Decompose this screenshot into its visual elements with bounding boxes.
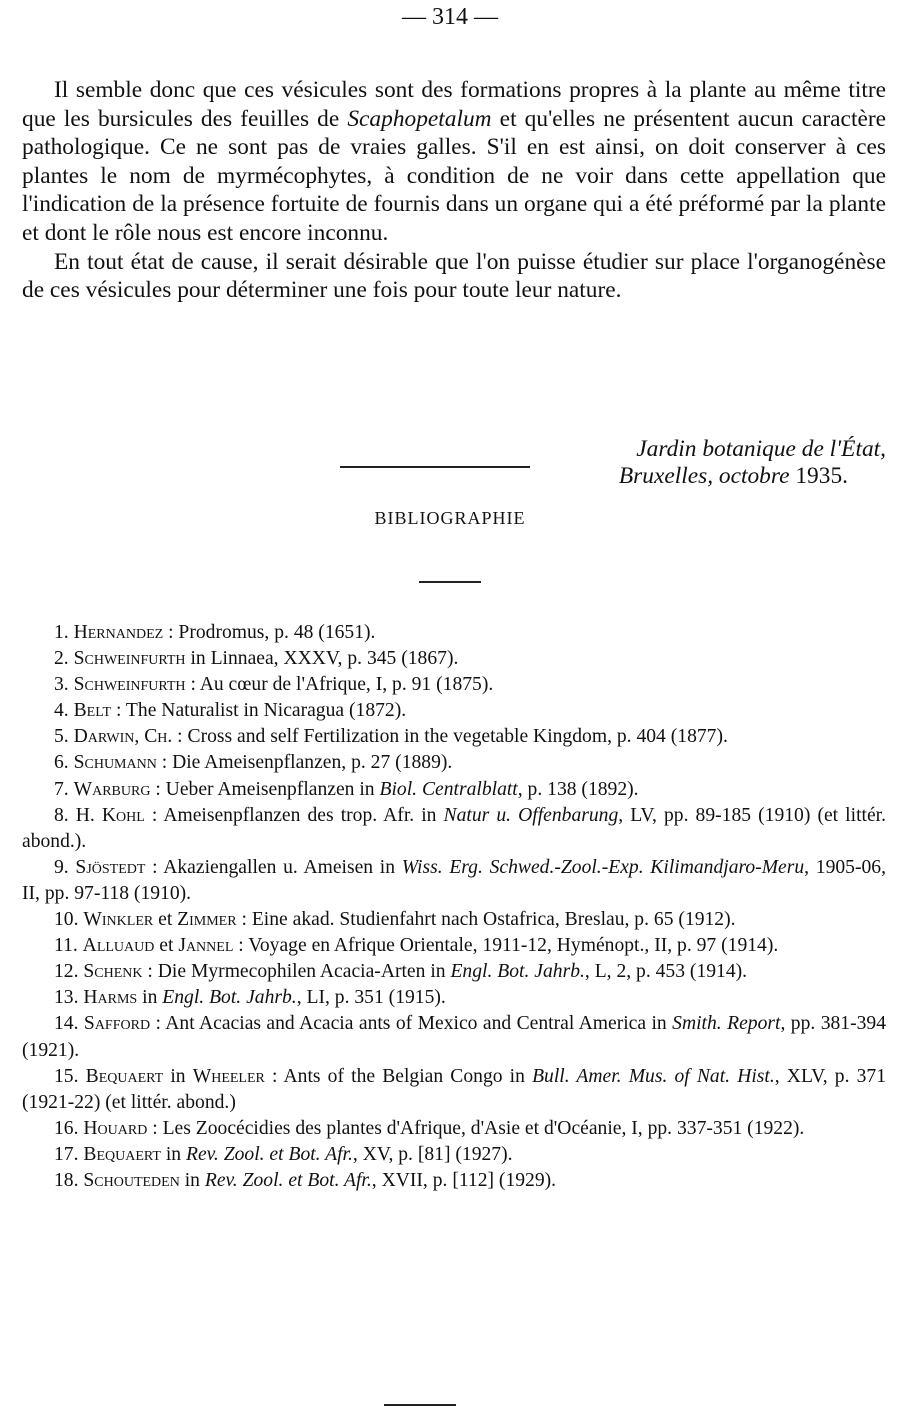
bibliography-entry xyxy=(22,750,886,776)
entry-text: : Ameisenpflanzen des trop. Afr. in xyxy=(144,804,444,826)
bibliography-entry xyxy=(22,855,886,907)
entry-text: , L, 2, p. 453 (1914). xyxy=(584,961,748,983)
author-name: Wheeler xyxy=(192,1065,265,1087)
entry-text: : Ant Acacias and Acacia ants of Mexico and Central America in xyxy=(150,1013,673,1035)
entry-text: 4. xyxy=(54,700,74,722)
entry-text: : Les Zoocécidies des plantes d'Afrique, d'Asie et d'Océanie, I, pp. 337-351 (1922). xyxy=(147,1117,805,1139)
paragraph-text: En tout état de cause, il serait désirable que l'on puisse étudier sur place l'organogénèse de ces vésicules pour déterminer une fois pour toute leur nature. xyxy=(22,248,886,304)
entry-text: 3. xyxy=(54,674,74,696)
entry-text: 7. xyxy=(54,778,74,800)
entry-text: , pp. 381-394 (1921). xyxy=(22,1013,886,1061)
journal-title: Engl. Bot. Jahrb. xyxy=(162,987,297,1009)
bibliography-entry xyxy=(22,985,886,1011)
bibliography-entry xyxy=(22,1011,886,1063)
bibliography-entry xyxy=(22,777,886,803)
bibliography-list xyxy=(22,620,886,1194)
author-name: Schouteden xyxy=(83,1169,180,1191)
paragraph-text: Scaphopetalum xyxy=(347,105,492,132)
entry-text: : The Naturalist in Nicaragua (1872). xyxy=(111,700,407,722)
entry-text: et xyxy=(153,909,178,931)
author-name: Alluaud xyxy=(82,935,155,957)
entry-text: 9. xyxy=(54,856,76,878)
paragraph-text: Il semble donc que ces vésicules sont des formations propres à la plante au même titre que les bursicules des feuilles de xyxy=(22,77,886,132)
author-name: Warburg xyxy=(73,778,151,800)
author-name: Sjöstedt xyxy=(75,856,146,878)
entry-text: 18. xyxy=(54,1169,84,1191)
author-name: Belt xyxy=(73,700,112,722)
bibliography-entry xyxy=(22,1168,886,1194)
author-name: Bequaert xyxy=(85,1065,164,1087)
bibliography-entry xyxy=(22,620,886,646)
entry-text: : Au cœur de l'Afrique, I, p. 91 (1875). xyxy=(185,674,494,696)
entry-text: 16. xyxy=(54,1117,84,1139)
entry-text: 10. xyxy=(54,909,84,931)
entry-text: in Linnaea, XXXV, p. 345 (1867). xyxy=(185,648,459,670)
journal-title: Biol. Centralblatt xyxy=(379,778,518,800)
journal-title: Wiss. Erg. Schwed.-Zool.-Exp. Kilimandjaro-Meru xyxy=(401,856,805,878)
entry-text: in xyxy=(179,1169,205,1191)
signature xyxy=(0,436,886,490)
paragraph xyxy=(22,248,886,305)
entry-text: , XVII, p. [112] (1929). xyxy=(371,1169,557,1191)
entry-text: in xyxy=(163,1065,193,1087)
bibliography-entry xyxy=(22,1116,886,1142)
entry-text: 13. xyxy=(54,987,84,1009)
journal-title: Engl. Bot. Jahrb. xyxy=(450,961,585,983)
author-name: Safford xyxy=(83,1013,151,1035)
author-name: Darwin, Ch. xyxy=(73,726,173,748)
bibliography-entry xyxy=(22,907,886,933)
divider-rule xyxy=(340,466,530,468)
bibliography-entry xyxy=(22,1064,886,1116)
entry-text: , LI, p. 351 (1915). xyxy=(296,987,446,1009)
entry-text: , 1905-06, II, pp. 97-118 (1910). xyxy=(22,856,886,904)
entry-text: 5. xyxy=(54,726,74,748)
entry-text: et xyxy=(154,935,179,957)
author-name: Houard xyxy=(83,1117,148,1139)
signature-year: 1935. xyxy=(795,463,848,489)
author-name: Bequaert xyxy=(83,1143,161,1165)
bibliography-entry xyxy=(22,803,886,855)
author-name: Kohl xyxy=(101,804,145,826)
author-name: Schweinfurth xyxy=(73,674,186,696)
entry-text: : Prodromus, p. 48 (1651). xyxy=(163,622,376,643)
bibliography-entry xyxy=(22,698,886,724)
journal-title: Rev. Zool. et Bot. Afr. xyxy=(204,1169,372,1191)
journal-title: Bull. Amer. Mus. of Nat. Hist. xyxy=(532,1065,775,1087)
author-name: Harms xyxy=(83,987,138,1009)
bibliography-entry xyxy=(22,959,886,985)
entry-text: , LV, pp. 89-185 (1910) (et littér. abond.). xyxy=(22,804,886,852)
entry-text: : Ueber Ameisenpflanzen in xyxy=(150,778,380,800)
paragraph-text: et qu'elles ne présentent aucun caractère pathologique. Ce ne sont pas de vraies galles. S'il en est ainsi, on doit conserver à ces plantes le nom de myrmécophytes, à condition de ne voir dans cette appellation que l'indication de la présence fortuite de fournis dans un organe qui a été préformé par la plante et dont le rôle nous est encore inconnu. xyxy=(22,105,886,246)
entry-text: , p. 138 (1892). xyxy=(517,778,639,800)
paragraph xyxy=(22,76,886,248)
bibliography-entry xyxy=(22,646,886,672)
page-number: — 314 — xyxy=(402,4,498,30)
entry-text: 15. xyxy=(54,1065,86,1087)
bibliography-entry xyxy=(22,933,886,959)
entry-text: 11. xyxy=(54,935,83,957)
entry-text: , XV, p. [81] (1927). xyxy=(352,1143,513,1165)
author-name: Schumann xyxy=(73,752,157,774)
entry-text: 17. xyxy=(54,1143,84,1165)
entry-text: 2. xyxy=(54,648,74,670)
journal-title: Rev. Zool. et Bot. Afr. xyxy=(186,1143,353,1165)
bibliography-entry xyxy=(22,1142,886,1168)
journal-title: Natur u. Offenbarung xyxy=(443,804,619,826)
author-name: Zimmer xyxy=(177,909,237,931)
entry-text: : Cross and self Fertilization in the vegetable Kingdom, p. 404 (1877). xyxy=(172,726,728,748)
entry-text: : Akaziengallen u. Ameisen in xyxy=(145,856,402,878)
divider-rule xyxy=(384,1404,456,1406)
entry-text: 12. xyxy=(54,961,84,983)
bibliography-entry xyxy=(22,672,886,698)
entry-text: : Die Ameisenpflanzen, p. 27 (1889). xyxy=(156,752,453,774)
signature-place-date: Bruxelles, octobre xyxy=(618,463,790,489)
entry-text: 6. xyxy=(54,752,74,774)
author-name: Jannel xyxy=(178,935,234,957)
author-name: Hernandez xyxy=(73,622,164,643)
entry-text: 1. xyxy=(54,622,74,643)
bibliography-title: BIBLIOGRAPHIE xyxy=(374,508,526,528)
entry-text: in xyxy=(160,1143,186,1165)
signature-line-1: Jardin botanique de l'État, xyxy=(636,436,886,462)
entry-text: : Die Myrmecophilen Acacia-Arten in xyxy=(142,961,451,983)
entry-text: : Eine akad. Studienfahrt nach Ostafrica, Breslau, p. 65 (1912). xyxy=(236,909,736,931)
author-name: Schweinfurth xyxy=(73,648,186,670)
journal-title: Smith. Report xyxy=(672,1013,781,1035)
divider-rule xyxy=(419,581,481,583)
bibliography-entry xyxy=(22,724,886,750)
entry-text: : Ants of the Belgian Congo in xyxy=(264,1065,533,1087)
entry-text: , XLV, p. 371 (1921-22) (et littér. abond.) xyxy=(22,1065,887,1113)
entry-text: 8. H. xyxy=(54,804,102,826)
entry-text: 14. xyxy=(54,1013,84,1035)
body-text xyxy=(22,76,886,305)
entry-text: : Voyage en Afrique Orientale, 1911-12, Hyménopt., II, p. 97 (1914). xyxy=(233,935,779,957)
entry-text: in xyxy=(137,987,163,1009)
author-name: Winkler xyxy=(83,909,154,931)
author-name: Schenk xyxy=(83,961,143,983)
